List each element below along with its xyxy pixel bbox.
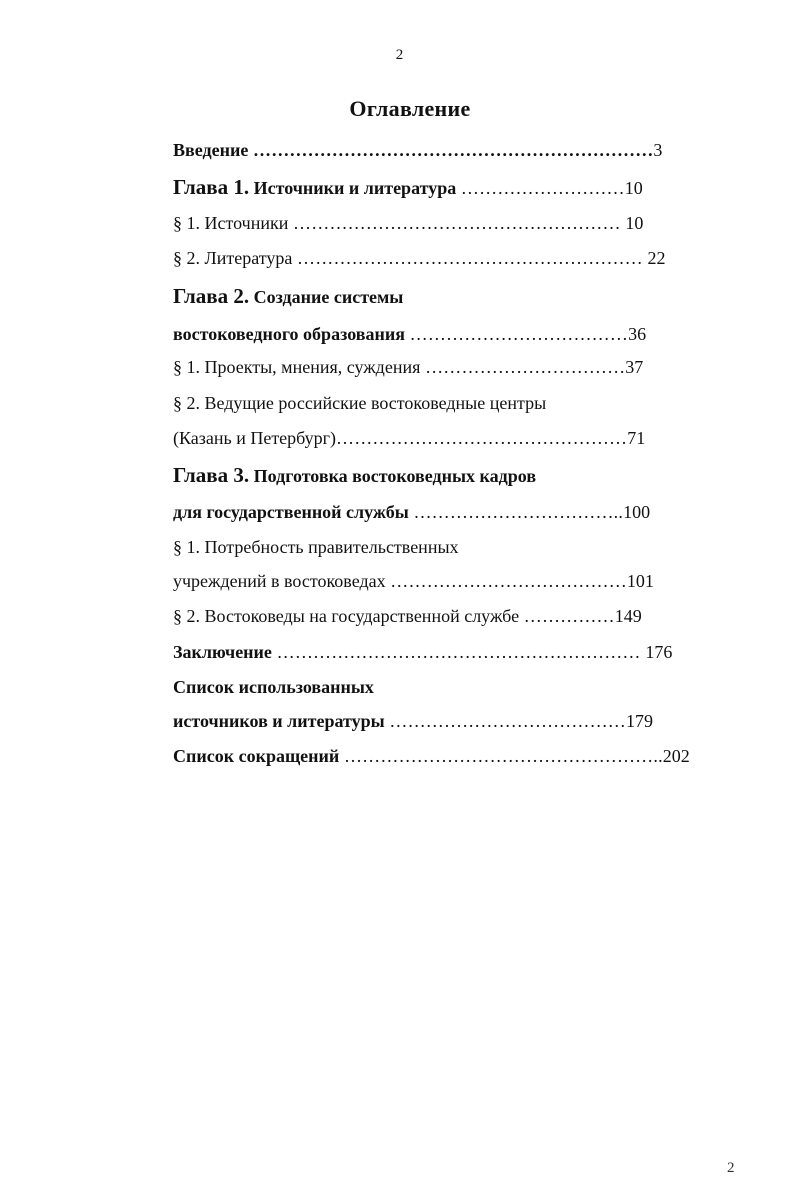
toc-entry-chapter-3 [173, 463, 536, 488]
toc-page: 176 [645, 642, 673, 662]
chapter-prefix: Глава 3. [173, 463, 250, 487]
toc-label: § 2. Ведущие российские востоковедные центры [173, 393, 547, 413]
toc-leader: ………………………………………………… [292, 248, 648, 268]
chapter-prefix: Глава 2. [173, 284, 250, 308]
toc-leader: …………………………………………………… [271, 642, 646, 662]
toc-entry-ch3-section-2 [173, 604, 642, 628]
toc-label: Подготовка востоковедных кадров [249, 466, 537, 486]
toc-label: (Казань и Петербург) [173, 428, 337, 448]
toc-leader: …………………………….. [408, 502, 624, 522]
toc-entry-ch2-section-1 [173, 355, 643, 379]
toc-entry-sources [173, 675, 374, 699]
toc-title: Оглавление [349, 96, 471, 121]
toc-page: 149 [614, 606, 642, 626]
toc-label: § 2. Востоковеды на государственной службе [173, 606, 520, 626]
toc-entry-ch2-section-2 [173, 391, 546, 415]
toc-label: Введение [173, 140, 249, 160]
toc-label: источников и литературы [173, 711, 385, 731]
toc-entry-chapter-2 [173, 284, 403, 309]
toc-entry-chapter-2-cont [173, 322, 646, 346]
toc-label: для государственной службы [173, 502, 409, 522]
toc-page: 202 [662, 746, 690, 766]
toc-page: 37 [625, 357, 644, 377]
toc-page: 22 [647, 248, 666, 268]
toc-label: Заключение [173, 642, 272, 662]
toc-entry-ch1-section-1 [173, 211, 643, 235]
toc-entry-ch3-section-1-cont [173, 569, 654, 593]
toc-entry-chapter-3-cont [173, 500, 650, 524]
toc-page: 10 [625, 213, 644, 233]
chapter-prefix: Глава 1. [173, 175, 250, 199]
toc-entry-conclusion [173, 640, 672, 664]
toc-page: 36 [628, 324, 647, 344]
toc-page: 101 [626, 571, 654, 591]
toc-page: 10 [624, 178, 643, 198]
toc-page: 179 [626, 711, 653, 731]
toc-leader: ………………………………………………………… [248, 140, 654, 160]
toc-entry-intro [173, 138, 662, 162]
toc-leader: …………………………… [420, 357, 626, 377]
toc-page: 71 [627, 428, 646, 448]
toc-leader: ………………………………… [385, 571, 627, 591]
toc-label: § 1. Источники [173, 213, 289, 233]
toc-label: учреждений в востоковедах [173, 571, 386, 591]
toc-entry-ch3-section-1 [173, 535, 459, 559]
toc-leader: …………… [519, 606, 615, 626]
toc-label: § 2. Литература [173, 248, 293, 268]
toc-entry-sources-cont [173, 709, 653, 733]
page-number: 2 [395, 47, 404, 63]
toc-label: § 1. Проекты, мнения, суждения [173, 357, 421, 377]
toc-leader: ………………………………………… [336, 428, 628, 448]
toc-leader: ……………………………………………… [288, 213, 626, 233]
toc-label: Список использованных [173, 677, 374, 697]
toc-leader: …………………………………………….. [339, 746, 663, 766]
toc-entry-chapter-1 [173, 175, 643, 200]
toc-leader: ……………………… [456, 178, 625, 198]
toc-label: востоковедного образования [173, 324, 405, 344]
toc-entry-abbreviations [173, 744, 690, 768]
corner-page-mark: 2 [727, 1160, 735, 1176]
toc-label: § 1. Потребность правительственных [173, 537, 459, 557]
toc-page: 100 [623, 502, 651, 522]
toc-entry-ch1-section-2 [173, 246, 666, 270]
toc-entry-ch2-section-2-cont [173, 426, 645, 450]
toc-label: Создание системы [249, 287, 404, 307]
toc-leader: ……………………………… [404, 324, 629, 344]
toc-label: Список сокращений [173, 746, 340, 766]
toc-leader: ………………………………… [384, 711, 626, 731]
toc-page: 3 [653, 140, 663, 160]
toc-label: Источники и литература [249, 178, 457, 198]
